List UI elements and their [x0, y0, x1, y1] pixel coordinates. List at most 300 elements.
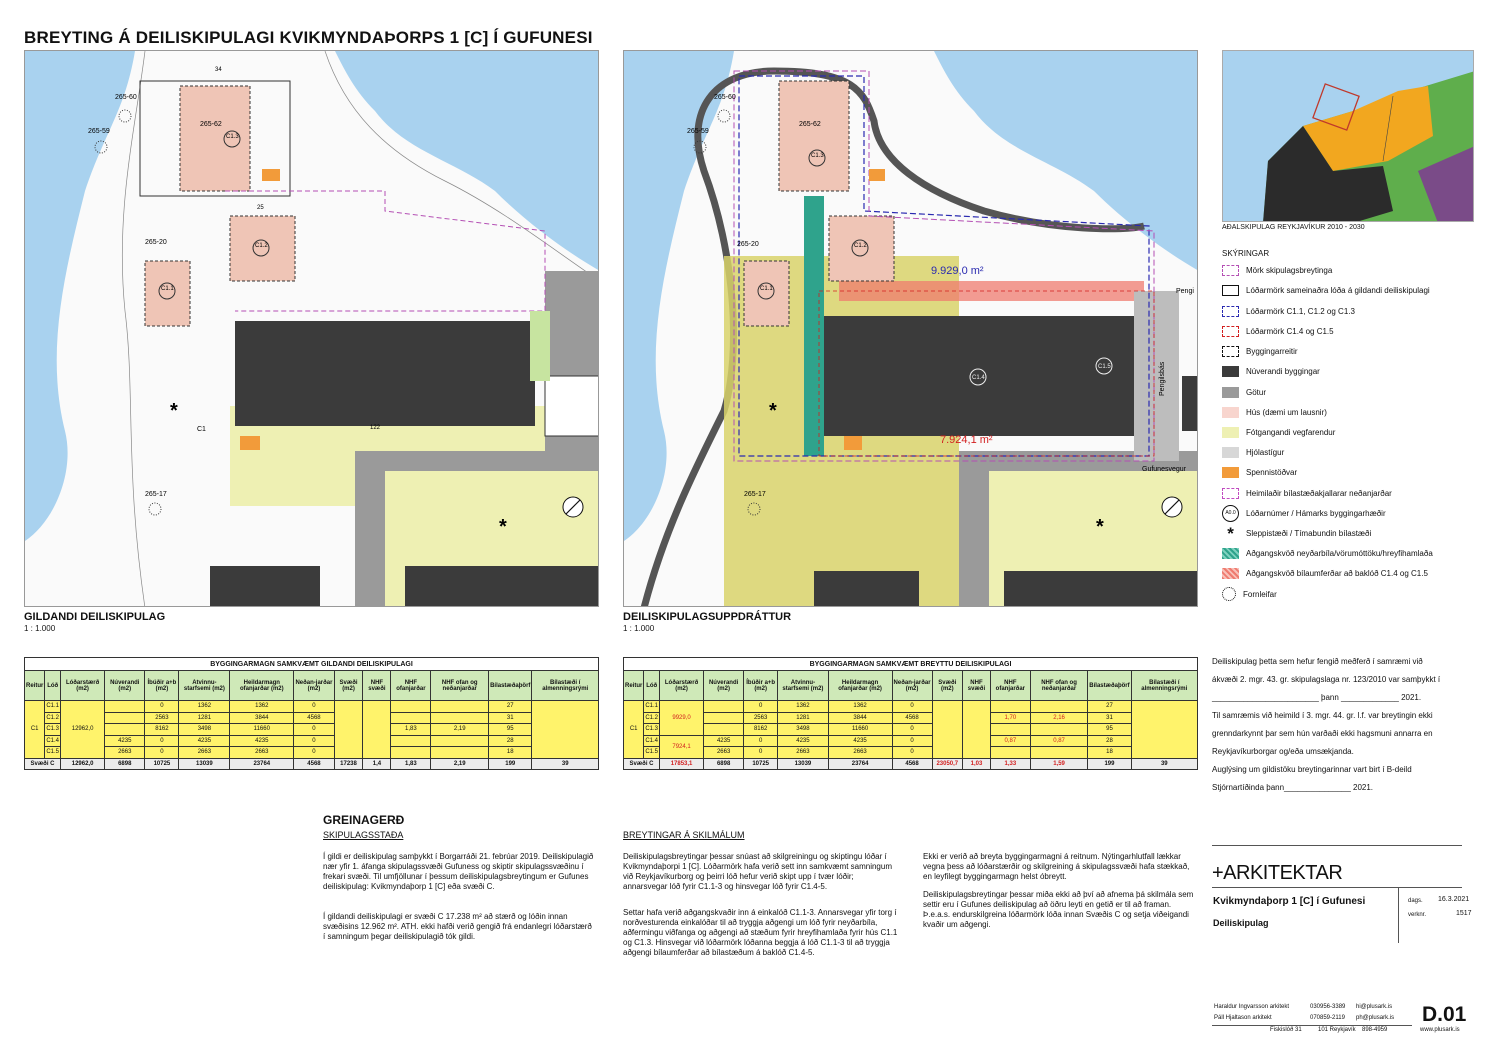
- report-heading: GREINAGERÐ: [323, 813, 405, 827]
- table-cell: 8162: [145, 724, 179, 736]
- legend-item: [1222, 280, 1430, 300]
- approval-line: Auglýsing um gildistöku breytingarinnar vart birt í B-deild: [1212, 765, 1412, 774]
- paragraph: Í gildi er deiliskipulag samþykkt í Borgarráði 21. febrúar 2019. Deiliskipulagið nær yfir 1. áfanga skipulagssvæði Gufuness og skiptir skipulagssvæðinu í frekari svæði. Til umfjöllunar í þessum deiliskipulagsbreytingum er Gufunes deiliskipulag: Kvikmyndaþorp 1 [C] eða svæði C.: [323, 852, 594, 891]
- table-cell: 10725: [744, 758, 778, 770]
- drop-off-asterisk: *: [499, 516, 507, 538]
- table-cell: 39: [1131, 758, 1197, 770]
- page-title: BREYTING Á DEILISKIPULAGI KVIKMYNDAÞORPS 1 [C] Í GUFUNESI: [24, 28, 593, 47]
- table-row: [25, 735, 599, 747]
- legend-item: [1222, 584, 1277, 604]
- firm-logo: +ARKITEKTAR: [1212, 862, 1343, 884]
- architect-name: Páll Hjaltason arkitekt: [1214, 1015, 1272, 1021]
- column-header: Atvinnu-starfsemi (m2): [179, 671, 230, 701]
- legend-label: Núverandi byggingar: [1246, 366, 1320, 376]
- table-cell: 1,4: [363, 758, 391, 770]
- table-cell: 17238: [334, 758, 363, 770]
- architect-phone: 030956-3389: [1310, 1004, 1346, 1010]
- table-cell: 0,87: [990, 735, 1030, 747]
- table-cell: 27: [489, 701, 532, 713]
- table-cell: 199: [1088, 758, 1131, 770]
- table-row: [624, 701, 1198, 713]
- paragraph: Deiliskipulagsbreytingar þessar miða ekki að því að afnema þá skilmála sem settir eru í Gufunes deiliskipulag að öðru leyti en getið er til að framan. Þ.e.a.s. endurskilgreina lóðarmörk lóða innan Svæðis C og setja viðeigandi kvaðir um aðgengi.: [923, 890, 1194, 929]
- column-header: Neðan-jarðar (m2): [294, 671, 334, 701]
- approval-line: Til samræmis við heimild í 3. mgr. 44. gr. l.f. var breytingin ekki: [1212, 711, 1433, 720]
- sheet-number: D.01: [1422, 1003, 1467, 1026]
- table-cell: 199: [489, 758, 532, 770]
- approval-line: grenndarkynnt þar sem hún varðaði ekki hagsmuni annarra en: [1212, 729, 1433, 738]
- office-address: Fiskislóð 31: [1270, 1027, 1302, 1033]
- date-label: dags.: [1408, 898, 1423, 904]
- project-number-value: 1517: [1456, 910, 1472, 917]
- road-label: Pengi: [1176, 288, 1194, 295]
- table-cell: 2563: [744, 712, 778, 724]
- current-building-table: [24, 657, 599, 770]
- table-cell: 0: [744, 747, 778, 759]
- table-cell: 27: [1088, 701, 1131, 713]
- table-cell: [704, 712, 744, 724]
- table-cell: 39: [532, 758, 599, 770]
- yellow-fill-icon: [1222, 427, 1239, 438]
- road-label: Pengilsbás: [1159, 361, 1166, 396]
- table-cell: 6898: [105, 758, 145, 770]
- titleblock-divider: [1212, 845, 1462, 846]
- paragraph: Í gildandi deiliskipulagi er svæði C 17.238 m² að stærð og lóðin innan svæðisins 12.962 m². ATH. ekki hafði verið gengið frá endanlegri lóðarstærð í samningum þegar deiliskipulagið tók gildi.: [323, 912, 592, 941]
- architect-email[interactable]: ph@plusark.is: [1356, 1015, 1395, 1021]
- table-cell: 13039: [179, 758, 230, 770]
- table-cell: 0: [892, 747, 932, 759]
- table-cell: 1,83: [391, 758, 431, 770]
- area-label-north: 9.929,0 m²: [931, 265, 984, 277]
- legend-label: Lóðarnúmer / Hámarks byggingarhæðir: [1246, 508, 1386, 518]
- north-arrow-icon: [563, 497, 583, 517]
- table-row: [25, 712, 599, 724]
- table-cell: 9929,0: [660, 701, 704, 736]
- paragraph: Ekki er verið að breyta byggingarmagni á reitnum. Nýtingarhlutfall lækkar vegna þess að lóðarstærðir og skilgreining á skipulagssvæði hafa stækkað, en leyfilegt byggingarmagn helst óbreytt.: [923, 852, 1190, 881]
- table-cell: C1.3: [45, 724, 61, 736]
- section-heading: SKIPULAGSSTAÐA: [323, 830, 404, 840]
- new-plan-caption: DEILISKIPULAGSUPPDRÁTTUR: [623, 611, 792, 623]
- table-cell: [532, 701, 599, 759]
- column-header: Heildarmagn ofanjarðar (m2): [230, 671, 294, 701]
- table-cell: 2663: [778, 747, 829, 759]
- table-cell: [391, 712, 431, 724]
- legend-label: Aðgangskvöð neyðarbíla/vörumóttöku/hreyfihamlaða: [1246, 548, 1433, 558]
- table-cell: 1362: [179, 701, 230, 713]
- table-cell: 1,83: [391, 724, 431, 736]
- table-cell: 0: [294, 735, 334, 747]
- orange-fill-icon: [1222, 467, 1239, 478]
- table-cell: 95: [489, 724, 532, 736]
- table-cell: 18: [1088, 747, 1131, 759]
- table-cell: 2663: [179, 747, 230, 759]
- table-cell: [932, 701, 962, 759]
- site-label: 265-20: [145, 239, 167, 246]
- legend-label: Sleppistæði / Tímabundin bílastæði: [1246, 528, 1372, 538]
- table-cell: [431, 701, 489, 713]
- table-cell: 4568: [294, 712, 334, 724]
- architect-name: Haraldur Ingvarsson arkitekt: [1214, 1004, 1290, 1010]
- legend-item: [1222, 503, 1386, 523]
- table-cell: [990, 747, 1030, 759]
- column-header: Núverandi (m2): [105, 671, 145, 701]
- table-cell: 95: [1088, 724, 1131, 736]
- table-cell: 0: [744, 701, 778, 713]
- legend-label: Byggingarreitir: [1246, 346, 1298, 356]
- table-cell: C1.5: [45, 747, 61, 759]
- table-cell: C1.1: [45, 701, 61, 713]
- table-cell: [391, 747, 431, 759]
- plot-label: C1.3: [811, 153, 824, 159]
- table-cell: 4568: [294, 758, 334, 770]
- plot-label: C1.2: [255, 243, 268, 249]
- column-header: NHF ofan og neðanjarðar: [431, 671, 489, 701]
- site-label: 265-59: [88, 128, 110, 135]
- table-cell: 31: [1088, 712, 1131, 724]
- office-website[interactable]: www.plusark.is: [1420, 1027, 1460, 1033]
- paragraph: Settar hafa verið aðgangskvaðir inn á einkalóð C1.1-3. Annarsvegar yfir torg í norðvesturenda einkalóðar til að tryggja aðgengi um lóð fyrir neyðarbíla, aðfermingu viðfanga og aðgengi að stæðum fyrir hreyfihamlaða fyrir hús C1.1 og C1.3. Hinsvegar við lóðarmörk lóðanna beggja á lóð C1.1-3 til að tryggja aðgengi bílaumferðar að bílastæðum á baklóð C1.4-5.: [623, 908, 898, 957]
- date-value: 16.3.2021: [1438, 896, 1470, 903]
- table-cell: [391, 735, 431, 747]
- column-header: Núverandi (m2): [704, 671, 744, 701]
- table-cell: 28: [489, 735, 532, 747]
- site-label: 265-17: [145, 491, 167, 498]
- grey-fill-icon: [1222, 387, 1239, 398]
- table-row: [624, 724, 1198, 736]
- dark-fill-icon: [1222, 366, 1239, 377]
- table-cell: 23764: [828, 758, 892, 770]
- legend-item: [1222, 563, 1428, 583]
- legend-item: [1222, 382, 1266, 402]
- project-number-label: verknr.: [1408, 912, 1427, 918]
- column-header: Lóðarstærð (m2): [61, 671, 105, 701]
- legend-label: Lóðarmörk sameinaðra lóða á gildandi deiliskipulagi: [1246, 285, 1430, 295]
- table-cell: C1.4: [45, 735, 61, 747]
- table-row: [25, 701, 599, 713]
- column-header: Reitur: [624, 671, 644, 701]
- table-cell: 1281: [179, 712, 230, 724]
- approval-line: Stjórnartíðinda þann_______________ 2021.: [1212, 783, 1374, 792]
- approval-block: [1212, 653, 1482, 797]
- table-cell: [334, 701, 363, 759]
- table-cell: 11660: [828, 724, 892, 736]
- table-cell: [431, 735, 489, 747]
- table-cell: 10725: [145, 758, 179, 770]
- table-cell: [431, 747, 489, 759]
- site-label: 265-62: [799, 121, 821, 128]
- column-header: Svæði (m2): [932, 671, 962, 701]
- table-row: [624, 735, 1198, 747]
- dimension-label: 25: [257, 205, 264, 211]
- titleblock-divider: [1398, 888, 1399, 943]
- titleblock-divider: [1212, 1025, 1412, 1026]
- legend-item: [1222, 442, 1284, 462]
- column-header: Heildarmagn ofanjarðar (m2): [828, 671, 892, 701]
- inset-drawing: [1223, 51, 1474, 222]
- approval-line: Reykjavíkurborgar og/eða umsækjanda.: [1212, 747, 1354, 756]
- table-cell: 4235: [230, 735, 294, 747]
- table-row: [25, 724, 599, 736]
- pink-fill-icon: [1222, 407, 1239, 418]
- legend-item: [1222, 483, 1392, 503]
- site-label: 265-20: [737, 241, 759, 248]
- legend-label: Hjólastígur: [1246, 447, 1285, 457]
- legend-label: Hús (dæmi um lausnir): [1246, 407, 1327, 417]
- column-header: Reitur: [25, 671, 45, 701]
- dotted-circle-icon: [1222, 587, 1236, 601]
- north-arrow-icon: [1162, 497, 1182, 517]
- project-name: Kvikmyndaþorp 1 [C] í Gufunesi: [1213, 896, 1366, 907]
- legend-label: Heimilaðir bílastæðakjallarar neðanjarðar: [1246, 488, 1392, 498]
- column-header: NHF ofanjarðar: [391, 671, 431, 701]
- table-cell: 0: [145, 747, 179, 759]
- table-cell: C1.3: [644, 724, 660, 736]
- legend-item: [1222, 361, 1320, 381]
- table-total-row: [624, 758, 1198, 770]
- table-cell: 28: [1088, 735, 1131, 747]
- table-cell: 3844: [828, 712, 892, 724]
- table-cell: C1: [624, 701, 644, 759]
- plan-type: Deiliskipulag: [1213, 918, 1269, 928]
- table-cell: 0,87: [1030, 735, 1087, 747]
- table-cell: 4568: [892, 712, 932, 724]
- approval-line: ákvæði 2. mgr. 43. gr. skipulagslaga nr. 123/2010 var samþykkt í: [1212, 675, 1441, 684]
- table-cell: C1: [25, 701, 45, 759]
- plot-label: C1.2: [854, 243, 867, 249]
- table-cell: C1.4: [644, 735, 660, 747]
- drop-off-asterisk: *: [769, 400, 777, 422]
- legend-item: [1222, 301, 1355, 321]
- table-cell: 8162: [744, 724, 778, 736]
- legend-item: [1222, 402, 1327, 422]
- inset-caption: AÐALSKIPULAG REYKJAVÍKUR 2010 - 2030: [1222, 224, 1365, 231]
- table-cell: 2,19: [431, 758, 489, 770]
- table-cell: C1.1: [644, 701, 660, 713]
- drop-off-asterisk: *: [170, 400, 178, 422]
- column-header: Íbúðir a+b (m2): [744, 671, 778, 701]
- legend-item: [1222, 422, 1335, 442]
- column-header: Lóð: [45, 671, 61, 701]
- plot-c11: [145, 261, 190, 326]
- table-cell: [1030, 724, 1087, 736]
- legend-label: Spennistöðvar: [1246, 467, 1298, 477]
- table-cell: [1030, 701, 1087, 713]
- table-row: [624, 747, 1198, 759]
- black-dash-box-icon: [1222, 346, 1239, 357]
- table-cell: 0: [744, 735, 778, 747]
- legend-item: [1222, 341, 1298, 361]
- table-cell: 23050,7: [932, 758, 962, 770]
- table-cell: 2663: [828, 747, 892, 759]
- column-header: Atvinnu-starfsemi (m2): [778, 671, 829, 701]
- table-cell: 0: [145, 735, 179, 747]
- table-cell: 4568: [892, 758, 932, 770]
- table-cell: 12962,0: [61, 758, 105, 770]
- dimension-label: 34: [215, 67, 222, 73]
- legend-item: [1222, 462, 1297, 482]
- new-plan-scale: 1 : 1.000: [623, 624, 655, 633]
- table-cell: C1.2: [644, 712, 660, 724]
- column-header: Bílastæðaþörf: [489, 671, 532, 701]
- table-cell: 7924,1: [660, 735, 704, 758]
- legend-item: [1222, 321, 1334, 341]
- plot-label: C1.4: [972, 375, 985, 381]
- table-cell: 31: [489, 712, 532, 724]
- legend-label: Fótgangandi vegfarendur: [1246, 427, 1336, 437]
- site-label: 265-62: [200, 121, 222, 128]
- red-hatch-icon: [1222, 568, 1239, 579]
- table-cell: 4235: [828, 735, 892, 747]
- plot-number-circle-icon: A0.0: [1222, 505, 1239, 522]
- purple-dash-box-icon: [1222, 265, 1239, 276]
- current-plan-caption: GILDANDI DEILISKIPULAG: [24, 611, 166, 623]
- table-cell: 1362: [230, 701, 294, 713]
- table-cell: [363, 701, 391, 759]
- column-header: Bílastæði í almenningsrými: [532, 671, 599, 701]
- area-label-south: 7.924,1 m²: [940, 434, 993, 446]
- table-cell: 6898: [704, 758, 744, 770]
- table-cell: 4235: [105, 735, 145, 747]
- table-row: [624, 712, 1198, 724]
- municipal-plan-inset: [1222, 50, 1474, 222]
- table-cell: [1131, 701, 1197, 759]
- legend-item: [1222, 260, 1332, 280]
- table-caption: BYGGINGARMAGN SAMKVÆMT GILDANDI DEILISKIPULAGI: [25, 658, 599, 671]
- table-cell: 0: [892, 701, 932, 713]
- approval-line: ________________________ þann _____________ 2021.: [1212, 693, 1422, 702]
- table-cell: [431, 712, 489, 724]
- legend-label: Lóðarmörk C1.1, C1.2 og C1.3: [1246, 306, 1355, 316]
- table-cell: 0: [294, 747, 334, 759]
- green-access-strip: [804, 196, 824, 456]
- lightgrey-fill-icon: [1222, 447, 1239, 458]
- table-cell: 0: [892, 735, 932, 747]
- table-total-row: [25, 758, 599, 770]
- table-cell: 3498: [778, 724, 829, 736]
- table-cell: 1,03: [963, 758, 991, 770]
- plot-label: C1.3: [226, 134, 239, 140]
- table-cell: 23764: [230, 758, 294, 770]
- table-cell: [391, 701, 431, 713]
- site-label: 265-59: [687, 128, 709, 135]
- new-plan-drawing: [624, 51, 1198, 607]
- table-cell: 2663: [704, 747, 744, 759]
- table-cell: [105, 712, 145, 724]
- table-cell: [704, 701, 744, 713]
- existing-building: [235, 321, 535, 426]
- legend-label: Aðgangskvöð bílaumferðar að baklóð C1.4 og C1.5: [1246, 568, 1428, 578]
- table-cell: 13039: [778, 758, 829, 770]
- column-header: NHF ofanjarðar: [990, 671, 1030, 701]
- asterisk-icon: *: [1227, 523, 1234, 543]
- table-cell: 0: [892, 724, 932, 736]
- table-cell: [704, 724, 744, 736]
- table-cell: 4235: [778, 735, 829, 747]
- site-label: 265-60: [714, 94, 736, 101]
- approval-line: Deiliskipulag þetta sem hefur fengið meðferð í samræmi við: [1212, 657, 1423, 666]
- architect-email[interactable]: hi@plusark.is: [1356, 1004, 1393, 1010]
- legend-heading: SKÝRINGAR: [1222, 249, 1270, 258]
- table-cell: 1,59: [1030, 758, 1087, 770]
- column-header: Lóðarstærð (m2): [660, 671, 704, 701]
- column-header: Svæði (m2): [334, 671, 363, 701]
- paragraph: Deiliskipulagsbreytingar þessar snúast að skilgreiningu og skiptingu lóðar í Kvikmyndaþorpi 1 [C]. Lóðarmörk hafa verið sett inn samkvæmt samningum við Reykjavíkurborg og þeirri lóð hefur verið skipt upp í tvær lóðir; annarsvegar lóð fyrir C1.1-3 og hinsvegar lóð fyrir C1.4-5.: [623, 852, 892, 891]
- table-row: [25, 747, 599, 759]
- magenta-dash-box-icon: [1222, 488, 1239, 499]
- table-cell: [990, 724, 1030, 736]
- table-cell: Svæði C: [624, 758, 660, 770]
- table-cell: 2663: [230, 747, 294, 759]
- column-header: Íbúðir a+b (m2): [145, 671, 179, 701]
- plot-label: C1.1: [161, 286, 174, 292]
- table-cell: Svæði C: [25, 758, 61, 770]
- column-header: Bílastæði í almenningsrými: [1131, 671, 1197, 701]
- table-cell: [105, 724, 145, 736]
- table-cell: 2,19: [431, 724, 489, 736]
- table-cell: 3844: [230, 712, 294, 724]
- table-cell: 0: [145, 701, 179, 713]
- table-cell: 2663: [105, 747, 145, 759]
- black-box-icon: [1222, 285, 1239, 296]
- current-plan-map: [24, 50, 599, 607]
- column-header: NHF svæði: [363, 671, 391, 701]
- table-cell: 1362: [778, 701, 829, 713]
- office-phone: 898-4959: [1362, 1027, 1388, 1033]
- table-cell: 0: [294, 724, 334, 736]
- new-plan-map: [623, 50, 1198, 607]
- legend-label: Mörk skipulagsbreytinga: [1246, 265, 1333, 275]
- table-cell: [105, 701, 145, 713]
- legend-item: [1222, 523, 1371, 543]
- table-cell: 11660: [230, 724, 294, 736]
- legend-item: [1222, 543, 1433, 563]
- table-cell: 2,16: [1030, 712, 1087, 724]
- table-caption: BYGGINGARMAGN SAMKVÆMT BREYTTU DEILISKIPULAGI: [624, 658, 1198, 671]
- red-dash-box-icon: [1222, 326, 1239, 337]
- table-cell: [1030, 747, 1087, 759]
- section-heading: BREYTINGAR Á SKILMÁLUM: [623, 830, 745, 840]
- dimension-label: 122: [370, 425, 381, 431]
- legend-label: Lóðarmörk C1.4 og C1.5: [1246, 326, 1334, 336]
- table-cell: [963, 701, 991, 759]
- table-cell: 4235: [179, 735, 230, 747]
- table-cell: 18: [489, 747, 532, 759]
- current-plan-scale: 1 : 1.000: [24, 624, 56, 633]
- office-postcode: 101 Reykjavík: [1318, 1027, 1356, 1033]
- table-cell: C1.5: [644, 747, 660, 759]
- column-header: Neðan-jarðar (m2): [892, 671, 932, 701]
- table-cell: 17853,1: [660, 758, 704, 770]
- changed-building-table: [623, 657, 1198, 770]
- table-cell: 1,70: [990, 712, 1030, 724]
- area-label: C1: [197, 426, 206, 433]
- table-cell: C1.2: [45, 712, 61, 724]
- legend-label: Fornleifar: [1243, 589, 1277, 599]
- table-cell: [990, 701, 1030, 713]
- table-cell: 12962,0: [61, 701, 105, 759]
- green-hatch-icon: [1222, 548, 1239, 559]
- column-header: NHF svæði: [963, 671, 991, 701]
- table-cell: 4235: [704, 735, 744, 747]
- table-cell: 1281: [778, 712, 829, 724]
- site-label: 265-60: [115, 94, 137, 101]
- plot-label: C1.1: [760, 286, 773, 292]
- table-cell: 0: [294, 701, 334, 713]
- plot-label: C1.5: [1098, 364, 1111, 370]
- table-cell: 3498: [179, 724, 230, 736]
- architect-phone: 070859-2119: [1310, 1015, 1345, 1021]
- column-header: Bílastæðaþörf: [1088, 671, 1131, 701]
- table-cell: 2563: [145, 712, 179, 724]
